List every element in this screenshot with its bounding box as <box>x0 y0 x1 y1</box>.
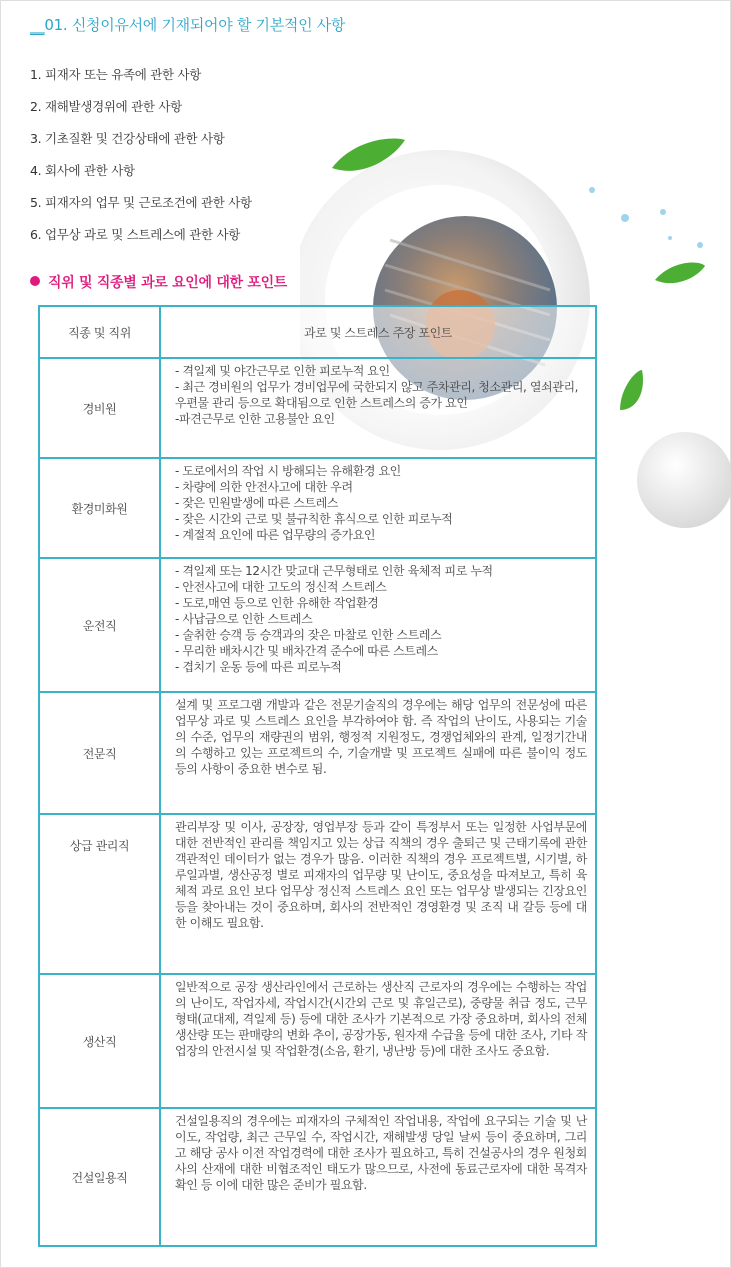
job-cell: 경비원 <box>39 358 160 458</box>
table-row <box>39 692 596 814</box>
point-cell: - 격일제 및 야간근무로 인한 피로누적 요인 - 최근 경비원의 업무가 경비업무에 국한되지 않고 주차관리, 청소관리, 열쇠관리, 우편물 관리 등으로 확대됨으로 인한 스트레스의 증가 요인 -파견근무로 인한 고용불안 요인 <box>160 358 596 458</box>
point-cell: 일반적으로 공장 생산라인에서 근로하는 생산직 근로자의 경우에는 수행하는 작업의 난이도, 작업자세, 작업시간(시간외 근로 및 휴일근로), 중량물 취급 정도, 근무형태(교대제, 격일제 등) 등에 대한 조사가 기본적으로 가장 중요하며, 회사의 전체 생산량 또는 판매량의 변화 추이, 공장가동, 원자재 수급율 등에 대한 조사, 기타 작업장의 안전시설 및 작업환경(소음, 환기, 냉난방 등)에 대한 조사도 중요함. <box>160 974 596 1108</box>
table-row <box>39 1108 596 1246</box>
point-cell: 관리부장 및 이사, 공장장, 영업부장 등과 같이 특정부서 또는 일정한 사업부문에 대한 전반적인 관리를 책임지고 있는 상급 직책의 경우 출퇴근 및 근태기록에 관한 객관적인 데이터가 없는 경우가 많음. 이러한 직책의 경우 프로젝트별, 시기별, 하루일과별, 생산공정 별로 피재자의 업무량 및 난이도, 중요성을 따져보고, 특히 육체적 과로 요인 보다 업무상 정신적 스트레스 요인 또는 업무상 발생되는 긴장요인 등을 찾아내는 것이 중요하며, 회사의 전반적인 경영환경 및 조직 내 갈등 등에 대한 이해도 필요함. <box>160 814 596 974</box>
sparkle-icon <box>589 187 703 248</box>
table-row <box>39 974 596 1108</box>
job-cell: 건설일용직 <box>39 1108 160 1246</box>
point-cell: 설계 및 프로그램 개발과 같은 전문기술직의 경우에는 해당 업무의 전문성에 따른 업무상 과로 및 스트레스 요인을 부각하여야 함. 즉 작업의 난이도, 사용되는 기술의 수준, 업무의 재량권의 범위, 행정적 지원정도, 경쟁업체와의 관계, 일정기간내의 수행하고 있는 프로젝트의 수, 기술개발 및 프로젝트 실패에 따른 불이익 정도 등의 사항이 중요한 변수로 됨. <box>160 692 596 814</box>
basic-items-list <box>30 62 252 254</box>
point-cell: - 격일제 또는 12시간 맞교대 근무형태로 인한 육체적 피로 누적 - 안전사고에 대한 고도의 정신적 스트레스 - 도로,매연 등으로 인한 유해한 작업환경 - 사납금으로 인한 스트레스 - 술취한 승객 등 승객과의 잦은 마찰로 인한 스트레스 - 무리한 배차시간 및 배차간격 준수에 따른 스트레스 - 겹치기 운동 등에 따른 피로누적 <box>160 558 596 692</box>
job-cell: 생산직 <box>39 974 160 1108</box>
list-item: 1. 피재자 또는 유족에 관한 사항 <box>30 67 201 82</box>
list-item: 2. 재해발생경위에 관한 사항 <box>30 99 182 114</box>
table-header-row <box>39 306 596 358</box>
job-cell: 전문직 <box>39 692 160 814</box>
table-row <box>39 558 596 692</box>
list-item: 3. 기초질환 및 건강상태에 관한 사항 <box>30 131 225 146</box>
column-header-points: 과로 및 스트레스 주장 포인트 <box>160 306 596 358</box>
points-title: 직위 및 직종별 과로 요인에 대한 포인트 <box>30 272 287 292</box>
list-item: 5. 피재자의 업무 및 근로조건에 관한 사항 <box>30 195 252 210</box>
column-header-job: 직종 및 직위 <box>39 306 160 358</box>
table-row <box>39 814 596 974</box>
bullet-icon <box>30 276 40 286</box>
table-row <box>39 458 596 558</box>
point-cell: 건설일용직의 경우에는 피재자의 구체적인 작업내용, 작업에 요구되는 기술 및 난이도, 작업량, 최근 근무일 수, 작업시간, 재해발생 당일 날씨 등이 중요하며, 그리고 해당 공사 이전 작업경력에 대한 조사가 필요하고, 특히 건설공사의 경우 원청회사의 산재에 대한 비협조적인 태도가 많으므로, 사전에 동료근로자에 대한 목격자 확인 등 이에 대한 많은 준비가 필요함. <box>160 1108 596 1246</box>
section-title: __01. 신청이유서에 기재되어야 할 기본적인 사항 <box>30 16 346 34</box>
job-cell: 운전직 <box>39 558 160 692</box>
list-item: 4. 회사에 관한 사항 <box>30 163 135 178</box>
job-cell: 상급 관리직 <box>39 814 160 974</box>
points-table <box>38 305 597 1247</box>
table-row <box>39 358 596 458</box>
point-cell: - 도로에서의 작업 시 방해되는 유해환경 요인 - 차량에 의한 안전사고에 대한 우려 - 잦은 민원발생에 따른 스트레스 - 잦은 시간외 근로 및 불규칙한 휴식으로 인한 피로누적 - 계절적 요인에 따른 업무량의 증가요인 <box>160 458 596 558</box>
job-cell: 환경미화원 <box>39 458 160 558</box>
list-item: 6. 업무상 과로 및 스트레스에 관한 사항 <box>30 227 240 242</box>
